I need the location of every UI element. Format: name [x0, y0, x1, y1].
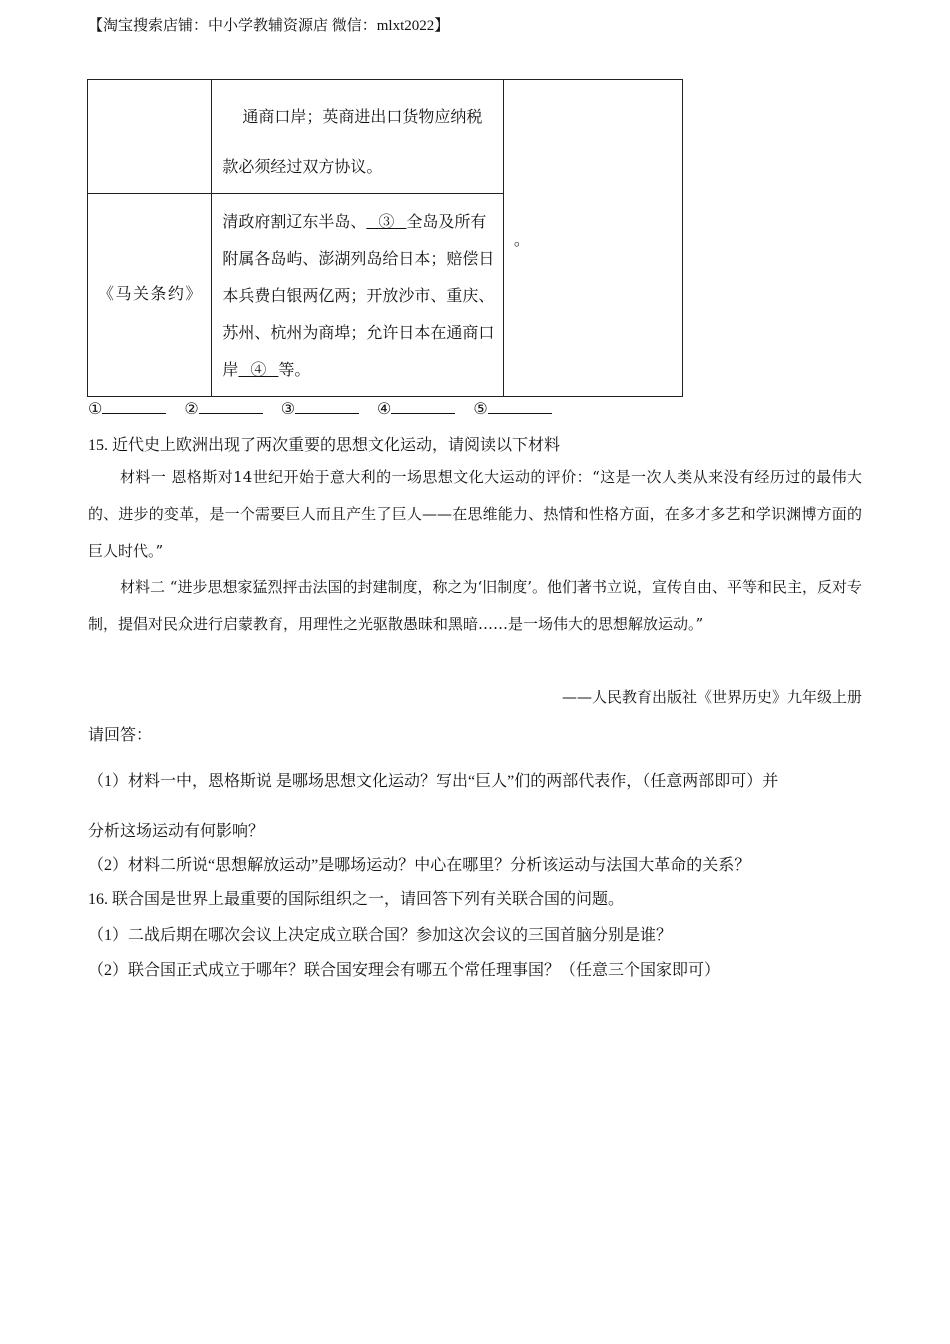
table-row	[88, 80, 683, 194]
blank-3[interactable]	[366, 214, 406, 231]
blank-3-label: ③	[378, 214, 395, 231]
question-15-sub2: （2）材料二所说“思想解放运动”是哪场运动？中心在哪里？分析该运动与法国大革命的关系？	[88, 857, 751, 874]
blank-number: ⑤	[473, 401, 488, 418]
answer-blank[interactable]	[473, 401, 551, 418]
blank-number: ④	[377, 401, 392, 418]
answer-blank[interactable]	[184, 401, 262, 418]
question-15-sub1-cont: 分析这场运动有何影响？	[88, 823, 265, 840]
impact-note: 。	[513, 231, 530, 249]
treaty-name-cell	[88, 194, 212, 397]
treaty-name: 《马关条约》	[98, 286, 202, 303]
blank-number: ③	[280, 401, 296, 418]
content-line: 款必须经过双方协议。	[222, 159, 383, 176]
material-source: ——人民教育出版社《世界历史》九年级上册	[561, 688, 862, 706]
blank-4-label: ④	[250, 362, 267, 379]
treaty-table	[87, 79, 683, 397]
answer-blank[interactable]	[281, 401, 359, 418]
content-text: 清政府割辽东半岛、	[222, 214, 367, 231]
answer-prompt: 请回答：	[88, 727, 153, 744]
page-header: 【淘宝搜索店铺：中小学教辅资源店 微信：mlxt2022】	[88, 18, 450, 34]
content-text: 等。	[278, 362, 311, 379]
question-15-sub1: （1）材料一中，恩格斯说 是哪场思想文化运动？写出“巨人”们的两部代表作，（任意两部即可）并	[88, 773, 779, 790]
answer-blank[interactable]	[88, 401, 166, 418]
question-16-sub1: （1）二战后期在哪次会议上决定成立联合国？参加这次会议的三国首脑分别是谁？	[88, 927, 673, 944]
blank-4[interactable]	[238, 362, 278, 379]
answer-blank[interactable]	[377, 401, 455, 418]
blank-number: ①	[88, 401, 103, 418]
question-16-sub2: （2）联合国正式成立于哪年？联合国安理会有哪五个常任理事国？（任意三个国家即可）	[88, 962, 721, 979]
material-2: 材料二 “进步思想家猛烈抨击法国的封建制度，称之为‘旧制度’。他们著书立说，宣传自由、平等和民主，反对专制，提倡对民众进行启蒙教育，用理性之光驱散愚昧和黑暗……是一场伟大的思想解放运动。”	[88, 578, 862, 633]
question-15-title: 15. 近代史上欧洲出现了两次重要的思想文化运动，请阅读以下材料	[88, 437, 561, 454]
blank-number: ②	[184, 401, 199, 418]
content-line: 通商口岸；英商进出口货物应纳税	[242, 109, 483, 126]
treaty-name-cell	[88, 80, 212, 194]
question-16-title: 16. 联合国是世界上最重要的国际组织之一，请回答下列有关联合国的问题。	[88, 891, 625, 908]
answer-blanks	[88, 398, 566, 419]
treaty-content-cell	[212, 194, 504, 397]
impact-cell	[503, 80, 682, 397]
treaty-content-cell	[212, 80, 504, 194]
content-text: 全岛及所有附属各岛屿、澎湖列岛给日本；赔偿日本兵费白银两亿两；开放沙市、重庆、苏州、杭州为商埠；允许日本在通商口岸	[222, 214, 495, 379]
material-1: 材料一 恩格斯对14世纪开始于意大利的一场思想文化大运动的评价：“这是一次人类从来没有经历过的最伟大的、进步的变革，是一个需要巨人而且产生了巨人——在思维能力、热情和性格方面，在多才多艺和学识渊博方面的巨人时代。”	[88, 468, 862, 560]
